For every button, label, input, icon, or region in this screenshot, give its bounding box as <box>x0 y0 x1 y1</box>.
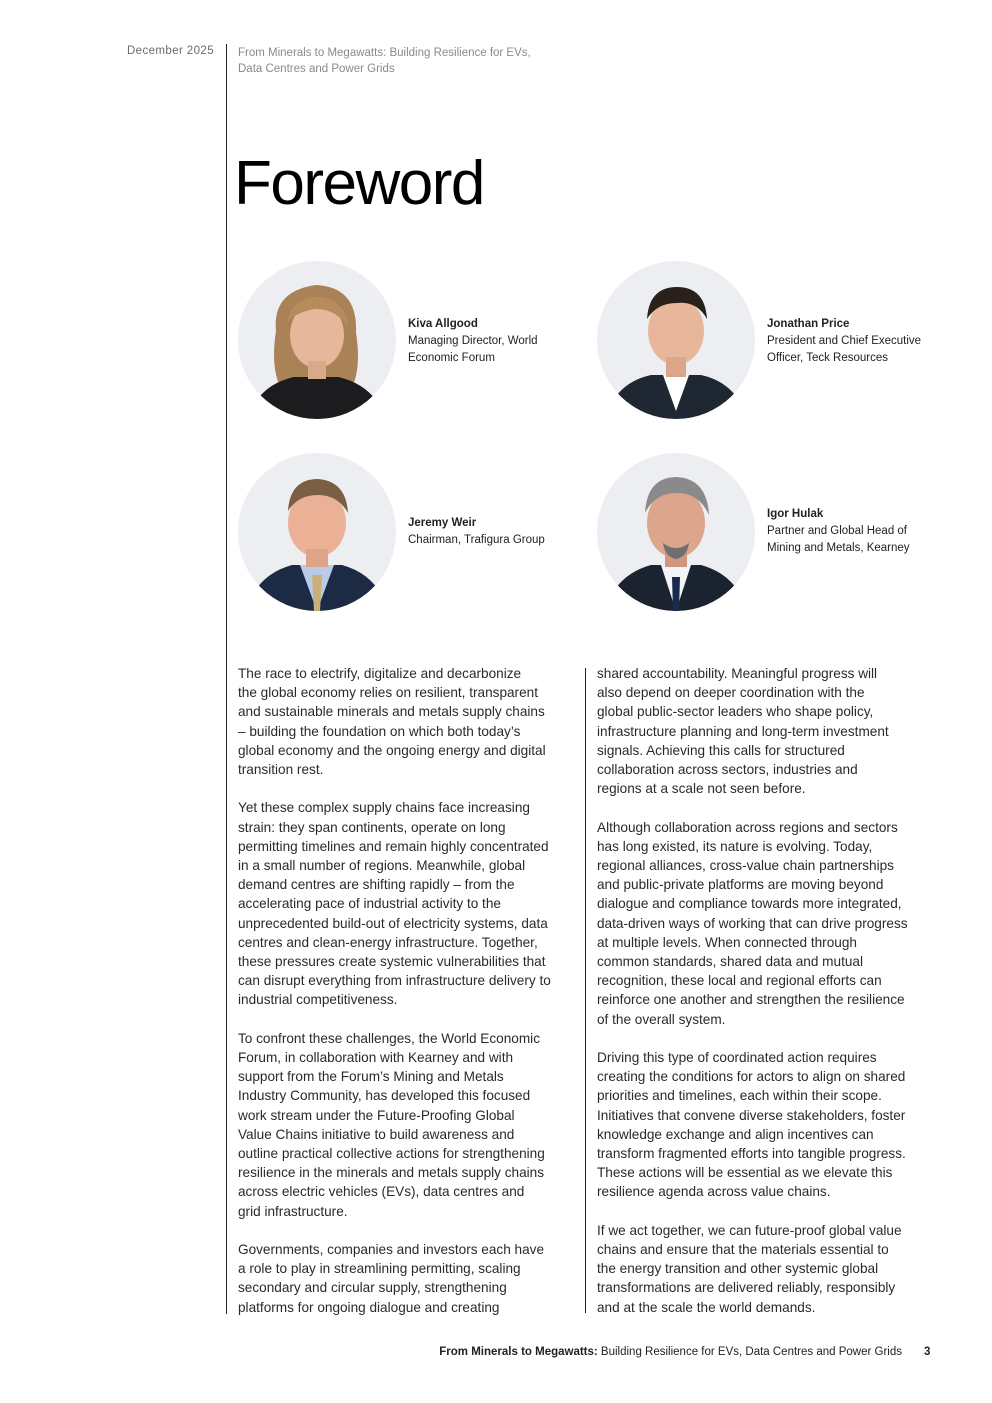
body-line: Initiatives that convene diverse stakeholders, foster <box>597 1107 906 1123</box>
body-line: the global economy relies on resilient, transparent <box>238 685 538 701</box>
body-line: demand centres are shifting rapidly – from the <box>238 877 515 893</box>
person-card <box>597 261 957 421</box>
body-paragraph <box>238 798 576 1009</box>
person-role: Chairman, Trafigura Group <box>408 534 545 546</box>
body-line: data-driven ways of working that can drive progress <box>597 915 908 931</box>
body-line: If we act together, we can future-proof global value <box>597 1222 902 1238</box>
body-line: a role to play in streamlining permitting, scaling <box>238 1261 521 1277</box>
body-line: and sustainable minerals and metals supply chains <box>238 704 545 720</box>
body-line: knowledge exchange and align incentives can <box>597 1126 874 1142</box>
body-line: global public-sector leaders who shape policy, <box>597 704 874 720</box>
body-line: shared accountability. Meaningful progress will <box>597 666 878 681</box>
body-line: To confront these challenges, the World Economic <box>238 1030 540 1046</box>
body-line: regions at a scale not seen before. <box>597 781 806 797</box>
body-line: reinforce one another and strengthen the resilience <box>597 992 905 1008</box>
body-line: and at the scale the world demands. <box>597 1299 816 1315</box>
body-paragraph <box>597 1048 935 1202</box>
person-role: President and Chief Executive <box>767 335 922 347</box>
portrait-photo <box>597 453 755 611</box>
body-line: outline practical collective actions for strengthening <box>238 1146 545 1162</box>
column-divider <box>585 668 586 1313</box>
body-line: Driving this type of coordinated action requires <box>597 1050 877 1066</box>
body-column-right <box>597 664 935 1336</box>
footer-title <box>439 1346 902 1358</box>
person-info <box>408 515 588 549</box>
body-line: priorities and timelines, each within their scope. <box>597 1088 882 1104</box>
body-line: infrastructure planning and long-term investment <box>597 723 889 739</box>
body-line: the energy transition and other systemic global <box>597 1261 879 1277</box>
body-paragraph <box>597 818 935 1029</box>
body-line: Governments, companies and investors each have <box>238 1242 545 1258</box>
body-line: transition rest. <box>238 762 324 778</box>
body-line: transformations are delivered reliably, responsibly <box>597 1280 896 1296</box>
person-role: Mining and Metals, Kearney <box>767 542 910 554</box>
body-line: collaboration across sectors, industries and <box>597 762 858 778</box>
body-paragraph <box>238 664 576 779</box>
body-line: Value Chains initiative to build awareness and <box>238 1126 515 1142</box>
person-role: Economic Forum <box>408 352 495 364</box>
body-line: resilience in the minerals and metals supply chains <box>238 1165 545 1181</box>
footer-title-bold: From Minerals to Megawatts: <box>439 1346 598 1358</box>
portrait-photo <box>597 261 755 419</box>
header-title-line: From Minerals to Megawatts: Building Resilience for EVs, <box>238 47 531 59</box>
body-line: transform fragmented efforts into tangible progress. <box>597 1146 906 1162</box>
body-line: Industry Community, has developed this focused <box>238 1088 531 1104</box>
person-info <box>408 316 588 367</box>
body-line: global economy and the ongoing energy and digital <box>238 742 546 758</box>
body-line: creating the conditions for actors to align on shared <box>597 1069 906 1085</box>
person-card <box>238 261 598 421</box>
body-line: These actions will be essential as we elevate this <box>597 1165 893 1181</box>
body-line: common standards, shared data and mutual <box>597 954 863 970</box>
person-card <box>597 453 957 613</box>
body-line: regional alliances, cross-value chain partnerships <box>597 858 894 874</box>
body-line: and public-private platforms are moving beyond <box>597 877 884 893</box>
footer-title-rest: Building Resilience for EVs, Data Centres and Power Grids <box>597 1346 902 1358</box>
header-title-line: Data Centres and Power Grids <box>238 63 395 75</box>
person-card <box>238 453 598 613</box>
page-title: Foreword <box>234 149 484 218</box>
body-line: dialogue and compliance towards more integrated, <box>597 896 902 912</box>
body-line: platforms for ongoing dialogue and creating <box>238 1299 500 1315</box>
body-paragraph <box>597 664 935 798</box>
person-info <box>767 506 947 557</box>
body-line: signals. Achieving this calls for structured <box>597 742 845 758</box>
body-line: in a small number of regions. Meanwhile, global <box>238 858 526 874</box>
person-name: Kiva Allgood <box>408 318 478 330</box>
body-line: grid infrastructure. <box>238 1203 348 1219</box>
page-number: 3 <box>924 1346 931 1358</box>
body-line: of the overall system. <box>597 1011 726 1027</box>
body-line: these pressures create systemic vulnerabilities that <box>238 954 546 970</box>
body-column-left <box>238 664 576 1336</box>
body-line: The race to electrify, digitalize and decarbonize <box>238 666 522 681</box>
body-line: secondary and circular supply, strengthening <box>238 1280 507 1296</box>
header-title <box>238 45 568 77</box>
body-line: strain: they span continents, operate on long <box>238 819 506 835</box>
body-line: at multiple levels. When connected through <box>597 934 857 950</box>
body-line: can disrupt everything from infrastructure delivery to <box>238 973 551 989</box>
left-divider <box>226 44 227 1314</box>
body-line: has long existed, its nature is evolving. Today, <box>597 838 873 854</box>
header-date: December 2025 <box>126 45 214 57</box>
body-line: – building the foundation on which both today’s <box>238 723 521 739</box>
body-line: industrial competitiveness. <box>238 992 398 1008</box>
body-line: resilience agenda across value chains. <box>597 1184 831 1200</box>
person-name: Jeremy Weir <box>408 517 477 529</box>
person-role: Officer, Teck Resources <box>767 352 889 364</box>
body-line: permitting timelines and remain highly concentrated <box>238 838 549 854</box>
body-line: work stream under the Future-Proofing Global <box>238 1107 515 1123</box>
body-line: Forum, in collaboration with Kearney and with <box>238 1050 514 1066</box>
person-name: Igor Hulak <box>767 508 824 520</box>
body-line: chains and ensure that the materials essential to <box>597 1242 889 1258</box>
person-name: Jonathan Price <box>767 318 850 330</box>
body-line: support from the Forum’s Mining and Metals <box>238 1069 504 1085</box>
body-paragraph <box>238 1029 576 1221</box>
body-line: across electric vehicles (EVs), data centres and <box>238 1184 525 1200</box>
body-paragraph <box>238 1240 576 1317</box>
body-line: centres and clean-energy infrastructure. Together, <box>238 934 538 950</box>
person-role: Partner and Global Head of <box>767 525 908 537</box>
portrait-photo <box>238 261 396 419</box>
body-line: also depend on deeper coordination with the <box>597 685 865 701</box>
person-info <box>767 316 947 367</box>
person-role: Managing Director, World <box>408 335 538 347</box>
body-paragraph <box>597 1221 935 1317</box>
body-line: Yet these complex supply chains face increasing <box>238 800 530 816</box>
body-line: unprecedented build-out of electricity systems, data <box>238 915 548 931</box>
portrait-photo <box>238 453 396 611</box>
body-line: recognition, these local and regional efforts can <box>597 973 882 989</box>
body-line: Although collaboration across regions and sectors <box>597 819 898 835</box>
body-line: accelerating pace of industrial activity to the <box>238 896 501 912</box>
